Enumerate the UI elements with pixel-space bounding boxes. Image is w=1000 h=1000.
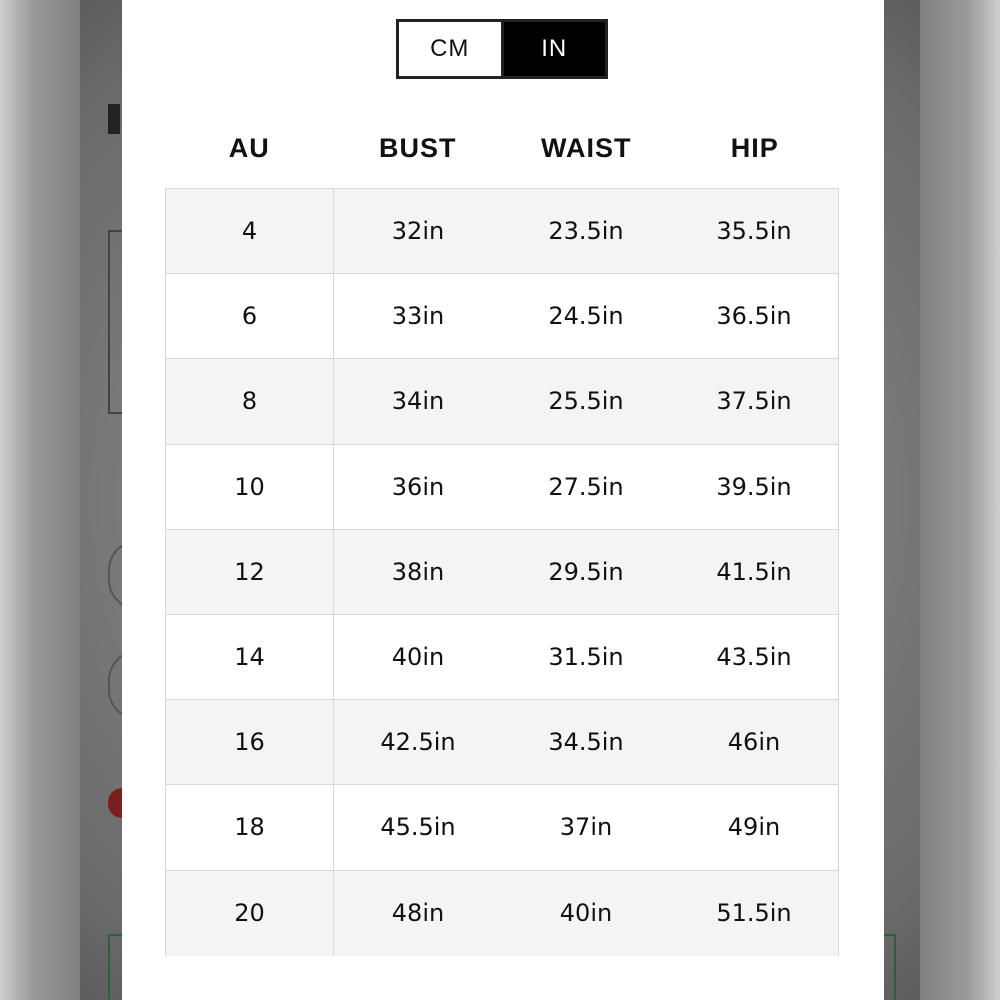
table-row	[166, 785, 838, 870]
table-row	[166, 359, 838, 444]
column-header-au: AU	[228, 133, 270, 163]
background-image-frame	[108, 230, 122, 414]
table-cell-size: 8	[166, 359, 334, 443]
table-cell-bust: 32in	[391, 217, 445, 246]
table-cell-bust: 45.5in	[380, 813, 456, 842]
background-heading-fragment	[108, 104, 120, 134]
table-row	[166, 615, 838, 700]
table-cell-bust: 36in	[391, 472, 445, 501]
table-cell-bust: 40in	[391, 643, 445, 672]
table-cell-waist: 34.5in	[548, 728, 624, 757]
table-cell-hip: 35.5in	[716, 217, 792, 246]
table-cell-hip: 46in	[727, 728, 781, 757]
table-cell-bust: 38in	[391, 557, 445, 586]
column-header-waist: WAIST	[541, 133, 632, 163]
table-row	[166, 871, 838, 956]
table-cell-size: 10	[166, 445, 334, 529]
table-cell-hip: 39.5in	[716, 472, 792, 501]
table-cell-bust: 33in	[391, 302, 445, 331]
table-row	[166, 445, 838, 530]
table-cell-hip: 49in	[727, 813, 781, 842]
unit-toggle-cm-button[interactable]: CM	[399, 22, 504, 76]
table-cell-size: 20	[166, 871, 334, 956]
table-cell-size: 6	[166, 274, 334, 358]
table-row	[166, 189, 838, 274]
table-cell-waist: 24.5in	[548, 302, 624, 331]
background-button-edge	[108, 934, 122, 1000]
table-cell-size: 18	[166, 785, 334, 869]
table-cell-size: 14	[166, 615, 334, 699]
table-row	[166, 530, 838, 615]
right-edge-shadow	[920, 0, 1000, 1000]
table-row	[166, 274, 838, 359]
table-cell-hip: 51.5in	[716, 899, 792, 928]
table-cell-size: 4	[166, 189, 334, 273]
table-cell-waist: 31.5in	[548, 643, 624, 672]
unit-toggle	[396, 19, 608, 79]
table-row	[166, 700, 838, 785]
table-cell-waist: 27.5in	[548, 472, 624, 501]
table-cell-waist: 29.5in	[548, 557, 624, 586]
size-table-header	[165, 126, 839, 170]
table-cell-waist: 40in	[559, 899, 613, 928]
size-table	[165, 188, 839, 956]
column-header-hip: HIP	[730, 133, 779, 163]
table-cell-hip: 36.5in	[716, 302, 792, 331]
table-cell-hip: 37.5in	[716, 387, 792, 416]
table-cell-bust: 34in	[391, 387, 445, 416]
table-cell-waist: 23.5in	[548, 217, 624, 246]
column-header-bust: BUST	[379, 133, 457, 163]
table-cell-size: 12	[166, 530, 334, 614]
table-cell-size: 16	[166, 700, 334, 784]
unit-toggle-in-button[interactable]: IN	[504, 22, 606, 76]
size-guide-modal	[122, 0, 884, 1000]
table-cell-waist: 37in	[559, 813, 613, 842]
table-cell-hip: 43.5in	[716, 643, 792, 672]
table-cell-bust: 48in	[391, 899, 445, 928]
table-cell-bust: 42.5in	[380, 728, 456, 757]
table-cell-waist: 25.5in	[548, 387, 624, 416]
left-edge-shadow	[0, 0, 80, 1000]
table-cell-hip: 41.5in	[716, 557, 792, 586]
